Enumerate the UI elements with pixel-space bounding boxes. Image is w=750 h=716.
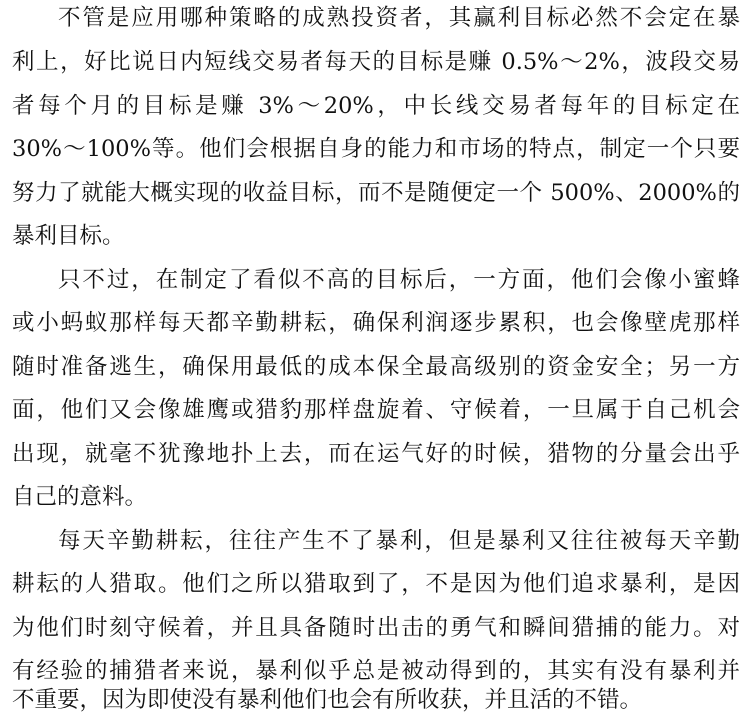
line-text: 耕耘的人猎取。他们之所以猎取到了，不是因为他们追求暴利，是因: [12, 571, 740, 597]
text-line: [0, 133, 740, 165]
text-line: [0, 90, 740, 122]
text-line: [0, 264, 740, 296]
text-line: [0, 177, 740, 209]
line-text: 不重要，因为即使没有暴利他们也会有所收获，并且活的不错。: [12, 687, 643, 713]
line-text: 只不过，在制定了看似不高的目标后，一方面，他们会像小蜜蜂: [58, 267, 740, 293]
text-line: [0, 351, 740, 383]
text-line: [0, 307, 740, 339]
line-text: 者每个月的目标是赚 3%～20%，中长线交易者每年的目标定在: [12, 93, 740, 119]
text-line: [0, 46, 740, 78]
line-text: 每天辛勤耕耘，往往产生不了暴利，但是暴利又往往被每天辛勤: [58, 528, 740, 554]
line-text: 出现，就毫不犹豫地扑上去，而在运气好的时候，猎物的分量会出乎: [12, 441, 740, 467]
text-line: [0, 525, 740, 557]
text-line: [0, 655, 740, 687]
text-line: [0, 684, 740, 716]
line-text: 努力了就能大概实现的收益目标，而不是随便定一个 500%、2000%的: [12, 180, 740, 206]
text-line: [0, 481, 740, 513]
line-text: 有经验的捕猎者来说，暴利似乎总是被动得到的，其实有没有暴利并: [12, 658, 740, 684]
line-text: 为他们时刻守候着，并且具备随时出击的勇气和瞬间猎捕的能力。对: [12, 615, 740, 641]
line-text: 不管是应用哪种策略的成熟投资者，其赢利目标必然不会定在暴: [58, 5, 740, 31]
line-text: 或小蚂蚁那样每天都辛勤耕耘，确保利润逐步累积，也会像壁虎那样: [12, 310, 740, 336]
line-text: 面，他们又会像雄鹰或猎豹那样盘旋着、守候着，一旦属于自己机会: [12, 397, 740, 423]
line-text: 随时准备逃生，确保用最低的成本保全最高级别的资金安全；另一方: [12, 354, 740, 380]
text-line: [0, 612, 740, 644]
text-line: [0, 394, 740, 426]
text-line: [0, 438, 740, 470]
line-text: 暴利目标。: [12, 223, 125, 249]
text-line: [0, 2, 740, 34]
line-text: 30%～100%等。他们会根据自身的能力和市场的特点，制定一个只要: [12, 136, 740, 162]
text-line: [0, 568, 740, 600]
line-text: 自己的意料。: [12, 484, 148, 510]
line-text: 利上，好比说日内短线交易者每天的目标是赚 0.5%～2%，波段交易: [12, 49, 740, 75]
text-line: [0, 220, 740, 252]
